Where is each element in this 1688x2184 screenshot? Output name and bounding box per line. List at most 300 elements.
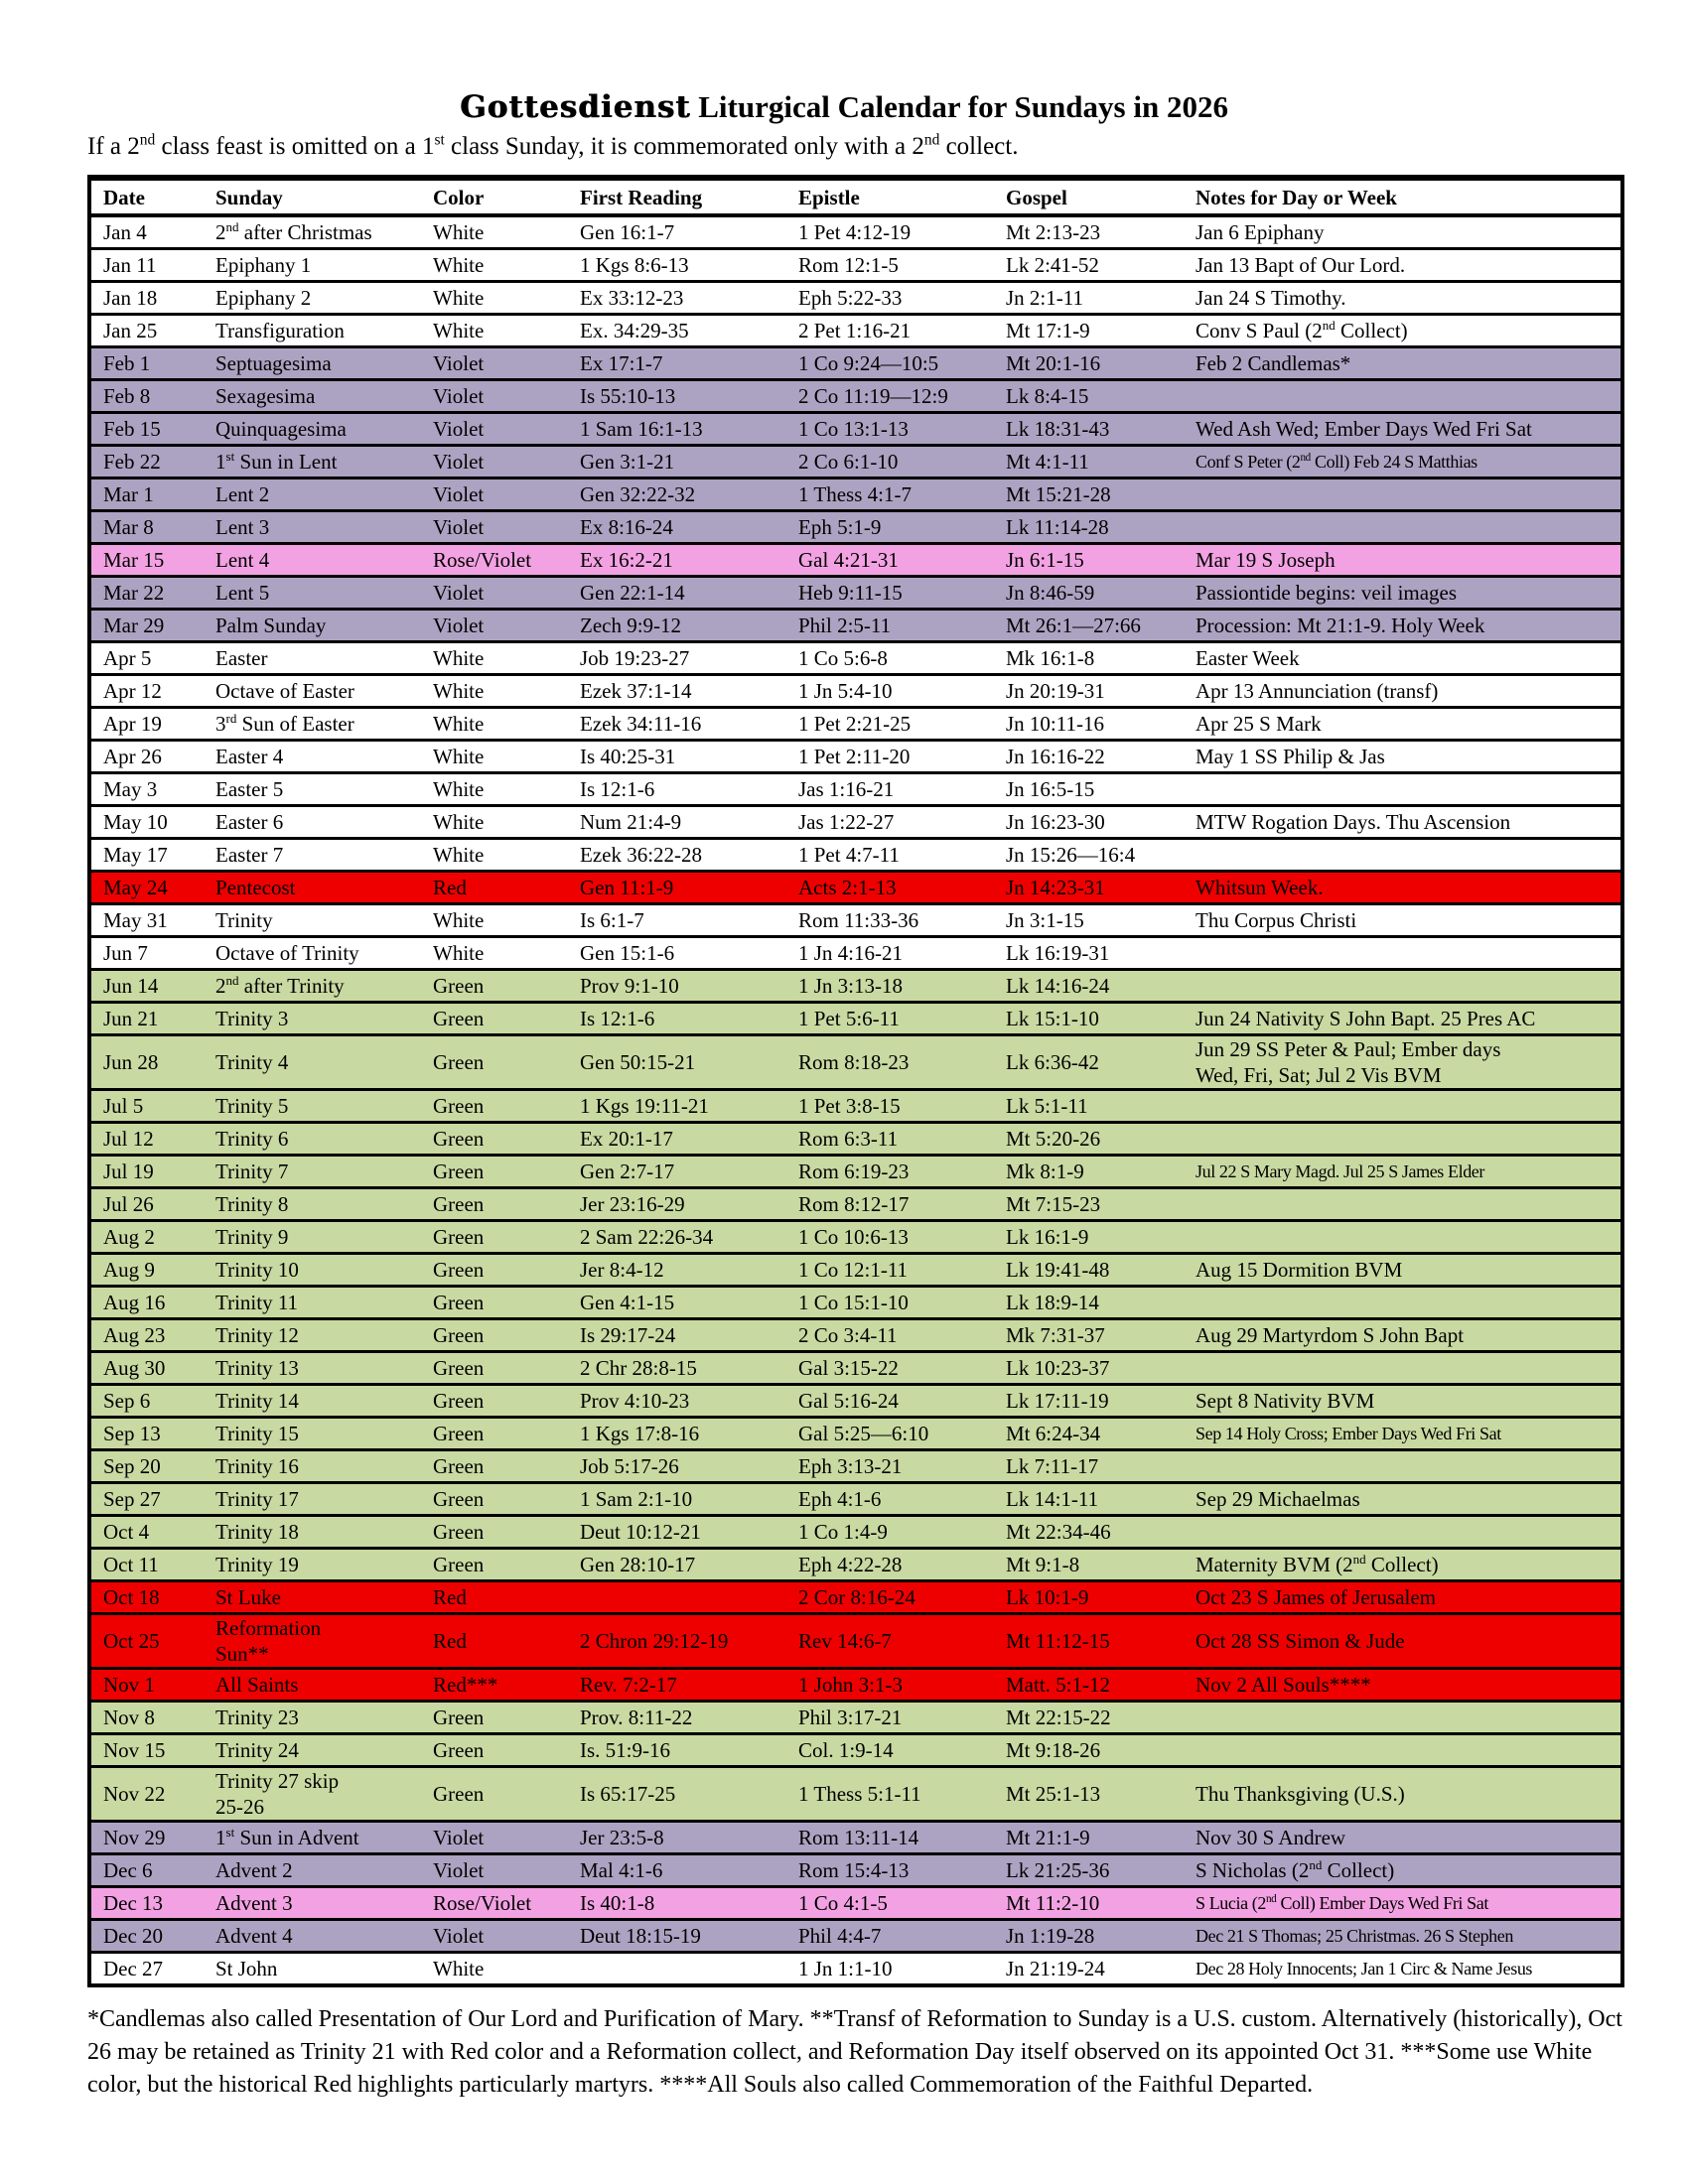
table-row [89, 1287, 1622, 1319]
cell-color: Green [431, 1516, 578, 1549]
cell-reading: Is 40:25-31 [578, 741, 796, 773]
cell-gospel: Jn 20:19-31 [1004, 675, 1194, 708]
cell-epistle: 1 Thess 5:1-11 [796, 1767, 1004, 1822]
table-row [89, 1319, 1622, 1352]
column-header-5: Gospel [1004, 178, 1194, 215]
cell-epistle: 1 Pet 3:8-15 [796, 1090, 1004, 1123]
cell-reading: Mal 4:1-6 [578, 1854, 796, 1887]
cell-reading: Rev. 7:2-17 [578, 1669, 796, 1702]
cell-color: Violet [431, 511, 578, 544]
cell-epistle: 1 Co 4:1-5 [796, 1887, 1004, 1920]
cell-color: White [431, 642, 578, 675]
cell-reading: Ex 16:2-21 [578, 544, 796, 577]
cell-notes [1194, 1734, 1622, 1767]
table-row [89, 1418, 1622, 1450]
cell-color: Green [431, 1450, 578, 1483]
table-row [89, 1385, 1622, 1418]
cell-epistle: 1 Co 1:4-9 [796, 1516, 1004, 1549]
column-header-2: Color [431, 178, 578, 215]
cell-gospel: Mk 16:1-8 [1004, 642, 1194, 675]
cell-reading: Zech 9:9-12 [578, 610, 796, 642]
cell-notes: Wed Ash Wed; Ember Days Wed Fri Sat [1194, 413, 1622, 446]
cell-epistle: Gal 5:16-24 [796, 1385, 1004, 1418]
cell-epistle: Rev 14:6-7 [796, 1614, 1004, 1669]
cell-reading: Is 12:1-6 [578, 1003, 796, 1035]
cell-color: Green [431, 1221, 578, 1254]
cell-sunday: Pentecost [213, 872, 431, 904]
cell-date: Jun 14 [89, 970, 213, 1003]
cell-color: Violet [431, 1854, 578, 1887]
cell-epistle: 1 Pet 4:12-19 [796, 215, 1004, 249]
cell-reading: Job 19:23-27 [578, 642, 796, 675]
table-row [89, 1549, 1622, 1581]
cell-reading: Prov 9:1-10 [578, 970, 796, 1003]
cell-notes: Conv S Paul (2nd Collect) [1194, 315, 1622, 347]
cell-epistle: Phil 2:5-11 [796, 610, 1004, 642]
cell-epistle: 1 Pet 4:7-11 [796, 839, 1004, 872]
cell-date: Oct 18 [89, 1581, 213, 1614]
cell-date: Dec 6 [89, 1854, 213, 1887]
cell-color: Green [431, 1767, 578, 1822]
cell-sunday: Trinity 16 [213, 1450, 431, 1483]
cell-gospel: Jn 6:1-15 [1004, 544, 1194, 577]
cell-date: Sep 20 [89, 1450, 213, 1483]
column-header-1: Sunday [213, 178, 431, 215]
cell-sunday: Lent 2 [213, 478, 431, 511]
cell-notes: Apr 13 Annunciation (transf) [1194, 675, 1622, 708]
cell-sunday: Lent 4 [213, 544, 431, 577]
cell-reading: 1 Kgs 17:8-16 [578, 1418, 796, 1450]
cell-date: Feb 1 [89, 347, 213, 380]
subtitle: If a 2nd class feast is omitted on a 1st class Sunday, it is commemorated only with a 2nd collect. [87, 131, 1019, 160]
cell-reading: 1 Sam 16:1-13 [578, 413, 796, 446]
cell-sunday: Epiphany 2 [213, 282, 431, 315]
cell-gospel: Mt 20:1-16 [1004, 347, 1194, 380]
cell-reading: 2 Chr 28:8-15 [578, 1352, 796, 1385]
cell-reading: Gen 28:10-17 [578, 1549, 796, 1581]
cell-notes: Jun 29 SS Peter & Paul; Ember days Wed, Fri, Sat; Jul 2 Vis BVM [1194, 1035, 1622, 1090]
cell-epistle: Eph 5:1-9 [796, 511, 1004, 544]
cell-sunday: Easter 4 [213, 741, 431, 773]
cell-reading: Is 65:17-25 [578, 1767, 796, 1822]
cell-epistle: Acts 2:1-13 [796, 872, 1004, 904]
table-row [89, 937, 1622, 970]
cell-color: Violet [431, 577, 578, 610]
cell-color: Green [431, 1549, 578, 1581]
cell-color: Green [431, 1385, 578, 1418]
table-row [89, 675, 1622, 708]
table-row [89, 904, 1622, 937]
table-row [89, 347, 1622, 380]
cell-notes: Sep 29 Michaelmas [1194, 1483, 1622, 1516]
cell-notes: Thu Corpus Christi [1194, 904, 1622, 937]
cell-color: Red*** [431, 1669, 578, 1702]
table-row [89, 380, 1622, 413]
cell-reading: Ex 33:12-23 [578, 282, 796, 315]
cell-reading: Is 29:17-24 [578, 1319, 796, 1352]
cell-sunday: Octave of Trinity [213, 937, 431, 970]
cell-gospel: Mt 15:21-28 [1004, 478, 1194, 511]
cell-gospel: Lk 10:23-37 [1004, 1352, 1194, 1385]
cell-gospel: Mt 21:1-9 [1004, 1822, 1194, 1854]
cell-gospel: Mt 2:13-23 [1004, 215, 1194, 249]
cell-gospel: Mt 11:12-15 [1004, 1614, 1194, 1669]
cell-notes: Dec 28 Holy Innocents; Jan 1 Circ & Name Jesus [1194, 1953, 1622, 1986]
cell-sunday: Trinity 12 [213, 1319, 431, 1352]
cell-color: Green [431, 1003, 578, 1035]
cell-epistle: 1 Jn 4:16-21 [796, 937, 1004, 970]
table-row [89, 1669, 1622, 1702]
cell-notes: Dec 21 S Thomas; 25 Christmas. 26 S Stephen [1194, 1920, 1622, 1953]
table-row [89, 839, 1622, 872]
cell-color: White [431, 215, 578, 249]
cell-sunday: Septuagesima [213, 347, 431, 380]
cell-epistle: 1 Thess 4:1-7 [796, 478, 1004, 511]
cell-gospel: Mk 7:31-37 [1004, 1319, 1194, 1352]
table-row [89, 1035, 1622, 1090]
cell-notes: Sep 14 Holy Cross; Ember Days Wed Fri Sat [1194, 1418, 1622, 1450]
cell-reading: Gen 32:22-32 [578, 478, 796, 511]
cell-date: May 17 [89, 839, 213, 872]
cell-date: Nov 1 [89, 1669, 213, 1702]
cell-sunday: Trinity 8 [213, 1188, 431, 1221]
cell-date: Apr 19 [89, 708, 213, 741]
cell-reading: Ex 20:1-17 [578, 1123, 796, 1156]
cell-notes: S Nicholas (2nd Collect) [1194, 1854, 1622, 1887]
cell-reading: Is 12:1-6 [578, 773, 796, 806]
cell-sunday: Trinity 9 [213, 1221, 431, 1254]
cell-date: Jan 25 [89, 315, 213, 347]
table-row [89, 1920, 1622, 1953]
cell-notes: Aug 15 Dormition BVM [1194, 1254, 1622, 1287]
table-row [89, 1516, 1622, 1549]
cell-reading: Gen 16:1-7 [578, 215, 796, 249]
cell-date: Mar 22 [89, 577, 213, 610]
cell-date: Jan 4 [89, 215, 213, 249]
cell-date: Mar 29 [89, 610, 213, 642]
cell-sunday: Trinity 7 [213, 1156, 431, 1188]
cell-gospel: Jn 16:16-22 [1004, 741, 1194, 773]
cell-reading: Ex 17:1-7 [578, 347, 796, 380]
cell-epistle: 1 Co 9:24—10:5 [796, 347, 1004, 380]
cell-sunday: Advent 4 [213, 1920, 431, 1953]
table-body [89, 215, 1622, 1985]
cell-notes: Nov 30 S Andrew [1194, 1822, 1622, 1854]
cell-epistle: 2 Cor 8:16-24 [796, 1581, 1004, 1614]
cell-color: Red [431, 872, 578, 904]
cell-color: Green [431, 1156, 578, 1188]
cell-sunday: Easter 7 [213, 839, 431, 872]
cell-gospel: Lk 18:9-14 [1004, 1287, 1194, 1319]
table-row [89, 1450, 1622, 1483]
cell-reading: Is 55:10-13 [578, 380, 796, 413]
cell-sunday: Quinquagesima [213, 413, 431, 446]
cell-gospel: Mt 25:1-13 [1004, 1767, 1194, 1822]
cell-epistle: Rom 12:1-5 [796, 249, 1004, 282]
cell-date: Jul 12 [89, 1123, 213, 1156]
cell-notes [1194, 1450, 1622, 1483]
cell-notes: Mar 19 S Joseph [1194, 544, 1622, 577]
cell-epistle: 2 Co 11:19—12:9 [796, 380, 1004, 413]
cell-gospel: Lk 10:1-9 [1004, 1581, 1194, 1614]
cell-notes [1194, 1702, 1622, 1734]
table-row [89, 970, 1622, 1003]
cell-epistle: 1 Co 15:1-10 [796, 1287, 1004, 1319]
cell-gospel: Mk 8:1-9 [1004, 1156, 1194, 1188]
cell-gospel: Mt 17:1-9 [1004, 315, 1194, 347]
cell-gospel: Mt 7:15-23 [1004, 1188, 1194, 1221]
table-row [89, 1003, 1622, 1035]
cell-notes: Oct 23 S James of Jerusalem [1194, 1581, 1622, 1614]
cell-color: Green [431, 1319, 578, 1352]
cell-reading: 1 Kgs 19:11-21 [578, 1090, 796, 1123]
cell-gospel: Jn 21:19-24 [1004, 1953, 1194, 1986]
cell-epistle: 1 Co 10:6-13 [796, 1221, 1004, 1254]
footnotes: *Candlemas also called Presentation of Our Lord and Purification of Mary. **Transf of Reformation to Sunday is a U.S. custom. Alternatively (historically), Oct 26 may be retained as Trinity 21 with Red color and a Reformation collect, and Reformation Day itself observed on its appointed Oct 31. ***Some use White color, but the historical Red highlights particularly martyrs. ****All Souls also called Commemoration of the Faithful Departed. [87, 2006, 1622, 2098]
cell-color: Green [431, 1090, 578, 1123]
cell-reading: Is. 51:9-16 [578, 1734, 796, 1767]
cell-sunday: St Luke [213, 1581, 431, 1614]
cell-reading: Gen 2:7-17 [578, 1156, 796, 1188]
cell-sunday: Trinity 27 skip 25-26 [213, 1767, 431, 1822]
cell-reading: Gen 15:1-6 [578, 937, 796, 970]
cell-date: Nov 8 [89, 1702, 213, 1734]
cell-color: White [431, 904, 578, 937]
cell-sunday: All Saints [213, 1669, 431, 1702]
cell-reading: Gen 11:1-9 [578, 872, 796, 904]
cell-notes: Whitsun Week. [1194, 872, 1622, 904]
table-row [89, 478, 1622, 511]
cell-sunday: 1st Sun in Advent [213, 1822, 431, 1854]
cell-date: Apr 26 [89, 741, 213, 773]
cell-color: Rose/Violet [431, 544, 578, 577]
cell-sunday: Trinity 5 [213, 1090, 431, 1123]
cell-notes: Maternity BVM (2nd Collect) [1194, 1549, 1622, 1581]
cell-reading: Ezek 37:1-14 [578, 675, 796, 708]
cell-notes: Jan 24 S Timothy. [1194, 282, 1622, 315]
cell-sunday: Trinity 24 [213, 1734, 431, 1767]
cell-epistle: 1 Co 5:6-8 [796, 642, 1004, 675]
cell-notes: Oct 28 SS Simon & Jude [1194, 1614, 1622, 1669]
cell-notes: Procession: Mt 21:1-9. Holy Week [1194, 610, 1622, 642]
cell-date: Mar 15 [89, 544, 213, 577]
cell-reading: Num 21:4-9 [578, 806, 796, 839]
cell-color: White [431, 937, 578, 970]
cell-epistle: Rom 8:12-17 [796, 1188, 1004, 1221]
cell-color: Rose/Violet [431, 1887, 578, 1920]
cell-color: White [431, 839, 578, 872]
table-row [89, 1887, 1622, 1920]
cell-gospel: Mt 5:20-26 [1004, 1123, 1194, 1156]
cell-epistle: 1 John 3:1-3 [796, 1669, 1004, 1702]
cell-color: White [431, 708, 578, 741]
cell-notes [1194, 1090, 1622, 1123]
cell-color: White [431, 806, 578, 839]
cell-sunday: Trinity 10 [213, 1254, 431, 1287]
cell-date: Aug 16 [89, 1287, 213, 1319]
cell-notes [1194, 970, 1622, 1003]
cell-color: Green [431, 1483, 578, 1516]
title-brand: Gottesdienst [460, 89, 691, 125]
cell-date: Feb 15 [89, 413, 213, 446]
cell-gospel: Lk 2:41-52 [1004, 249, 1194, 282]
cell-date: Sep 13 [89, 1418, 213, 1450]
cell-epistle: Col. 1:9-14 [796, 1734, 1004, 1767]
cell-gospel: Lk 15:1-10 [1004, 1003, 1194, 1035]
cell-sunday: Easter 5 [213, 773, 431, 806]
cell-gospel: Lk 11:14-28 [1004, 511, 1194, 544]
cell-notes: Easter Week [1194, 642, 1622, 675]
cell-gospel: Lk 21:25-36 [1004, 1854, 1194, 1887]
cell-color: Green [431, 1702, 578, 1734]
cell-notes: Apr 25 S Mark [1194, 708, 1622, 741]
table-row [89, 610, 1622, 642]
table-row [89, 806, 1622, 839]
cell-reading: Gen 22:1-14 [578, 577, 796, 610]
cell-color: Green [431, 1287, 578, 1319]
table-row [89, 1767, 1622, 1822]
cell-date: Dec 27 [89, 1953, 213, 1986]
cell-gospel: Jn 8:46-59 [1004, 577, 1194, 610]
cell-notes: Jul 22 S Mary Magd. Jul 25 S James Elder [1194, 1156, 1622, 1188]
page-title [0, 0, 1688, 125]
cell-reading: Gen 3:1-21 [578, 446, 796, 478]
cell-notes: May 1 SS Philip & Jas [1194, 741, 1622, 773]
cell-date: Jun 28 [89, 1035, 213, 1090]
cell-epistle: Jas 1:16-21 [796, 773, 1004, 806]
cell-date: Jul 5 [89, 1090, 213, 1123]
cell-date: Dec 13 [89, 1887, 213, 1920]
table-row [89, 642, 1622, 675]
cell-notes: Aug 29 Martyrdom S John Bapt [1194, 1319, 1622, 1352]
table-row [89, 1483, 1622, 1516]
table-row [89, 1581, 1622, 1614]
table-row [89, 1702, 1622, 1734]
cell-sunday: 2nd after Christmas [213, 215, 431, 249]
cell-date: Oct 25 [89, 1614, 213, 1669]
cell-sunday: Trinity 4 [213, 1035, 431, 1090]
cell-color: Red [431, 1614, 578, 1669]
cell-color: Green [431, 1418, 578, 1450]
cell-date: Mar 1 [89, 478, 213, 511]
cell-date: May 24 [89, 872, 213, 904]
cell-sunday: Reformation Sun** [213, 1614, 431, 1669]
cell-color: White [431, 773, 578, 806]
cell-notes: Conf S Peter (2nd Coll) Feb 24 S Matthias [1194, 446, 1622, 478]
cell-gospel: Lk 14:16-24 [1004, 970, 1194, 1003]
table-row [89, 741, 1622, 773]
cell-notes: Jan 6 Epiphany [1194, 215, 1622, 249]
cell-notes: Passiontide begins: veil images [1194, 577, 1622, 610]
cell-reading: Gen 50:15-21 [578, 1035, 796, 1090]
cell-notes [1194, 1188, 1622, 1221]
cell-color: Red [431, 1581, 578, 1614]
cell-gospel: Jn 1:19-28 [1004, 1920, 1194, 1953]
cell-epistle: Eph 4:22-28 [796, 1549, 1004, 1581]
cell-color: Violet [431, 610, 578, 642]
cell-color: White [431, 315, 578, 347]
cell-reading: Gen 4:1-15 [578, 1287, 796, 1319]
column-header-0: Date [89, 178, 213, 215]
cell-epistle: 1 Pet 5:6-11 [796, 1003, 1004, 1035]
cell-sunday: Trinity 6 [213, 1123, 431, 1156]
cell-epistle: 1 Co 12:1-11 [796, 1254, 1004, 1287]
cell-color: Green [431, 1734, 578, 1767]
table-row [89, 249, 1622, 282]
cell-date: Oct 11 [89, 1549, 213, 1581]
cell-notes [1194, 1516, 1622, 1549]
cell-date: Apr 5 [89, 642, 213, 675]
cell-epistle: Rom 13:11-14 [796, 1822, 1004, 1854]
cell-sunday: Lent 5 [213, 577, 431, 610]
cell-gospel: Lk 16:19-31 [1004, 937, 1194, 970]
cell-notes: Jan 13 Bapt of Our Lord. [1194, 249, 1622, 282]
cell-epistle: Eph 5:22-33 [796, 282, 1004, 315]
cell-date: Aug 23 [89, 1319, 213, 1352]
column-header-6: Notes for Day or Week [1194, 178, 1622, 215]
cell-color: White [431, 282, 578, 315]
cell-sunday: Sexagesima [213, 380, 431, 413]
cell-sunday: Trinity [213, 904, 431, 937]
cell-date: Jan 11 [89, 249, 213, 282]
cell-sunday: Epiphany 1 [213, 249, 431, 282]
cell-sunday: Advent 2 [213, 1854, 431, 1887]
cell-epistle: Eph 3:13-21 [796, 1450, 1004, 1483]
cell-date: Nov 15 [89, 1734, 213, 1767]
cell-gospel: Mt 11:2-10 [1004, 1887, 1194, 1920]
cell-date: Sep 27 [89, 1483, 213, 1516]
cell-notes [1194, 937, 1622, 970]
cell-epistle: Eph 4:1-6 [796, 1483, 1004, 1516]
table-row [89, 511, 1622, 544]
cell-gospel: Mt 6:24-34 [1004, 1418, 1194, 1450]
table-row [89, 215, 1622, 249]
column-header-4: Epistle [796, 178, 1004, 215]
cell-epistle: Rom 15:4-13 [796, 1854, 1004, 1887]
cell-reading: Deut 18:15-19 [578, 1920, 796, 1953]
cell-gospel: Lk 19:41-48 [1004, 1254, 1194, 1287]
table-row [89, 1123, 1622, 1156]
cell-reading: 2 Sam 22:26-34 [578, 1221, 796, 1254]
cell-color: Green [431, 1254, 578, 1287]
cell-date: Aug 2 [89, 1221, 213, 1254]
table-row [89, 872, 1622, 904]
header-row [89, 178, 1622, 215]
cell-notes: Feb 2 Candlemas* [1194, 347, 1622, 380]
cell-color: White [431, 675, 578, 708]
table-row [89, 708, 1622, 741]
cell-gospel: Jn 14:23-31 [1004, 872, 1194, 904]
table-row [89, 1221, 1622, 1254]
cell-epistle: Gal 4:21-31 [796, 544, 1004, 577]
cell-date: May 31 [89, 904, 213, 937]
cell-epistle: Rom 8:18-23 [796, 1035, 1004, 1090]
cell-reading: Is 40:1-8 [578, 1887, 796, 1920]
cell-sunday: Palm Sunday [213, 610, 431, 642]
cell-color: Violet [431, 446, 578, 478]
title-rest: Liturgical Calendar for Sundays in 2026 [690, 89, 1228, 124]
table-row [89, 1854, 1622, 1887]
cell-sunday: Trinity 23 [213, 1702, 431, 1734]
cell-color: Violet [431, 347, 578, 380]
cell-epistle: 2 Co 6:1-10 [796, 446, 1004, 478]
cell-reading: Prov 4:10-23 [578, 1385, 796, 1418]
cell-epistle: 1 Jn 3:13-18 [796, 970, 1004, 1003]
cell-gospel: Mt 4:1-11 [1004, 446, 1194, 478]
cell-date: Jun 21 [89, 1003, 213, 1035]
cell-reading: Is 6:1-7 [578, 904, 796, 937]
cell-color: Violet [431, 1822, 578, 1854]
